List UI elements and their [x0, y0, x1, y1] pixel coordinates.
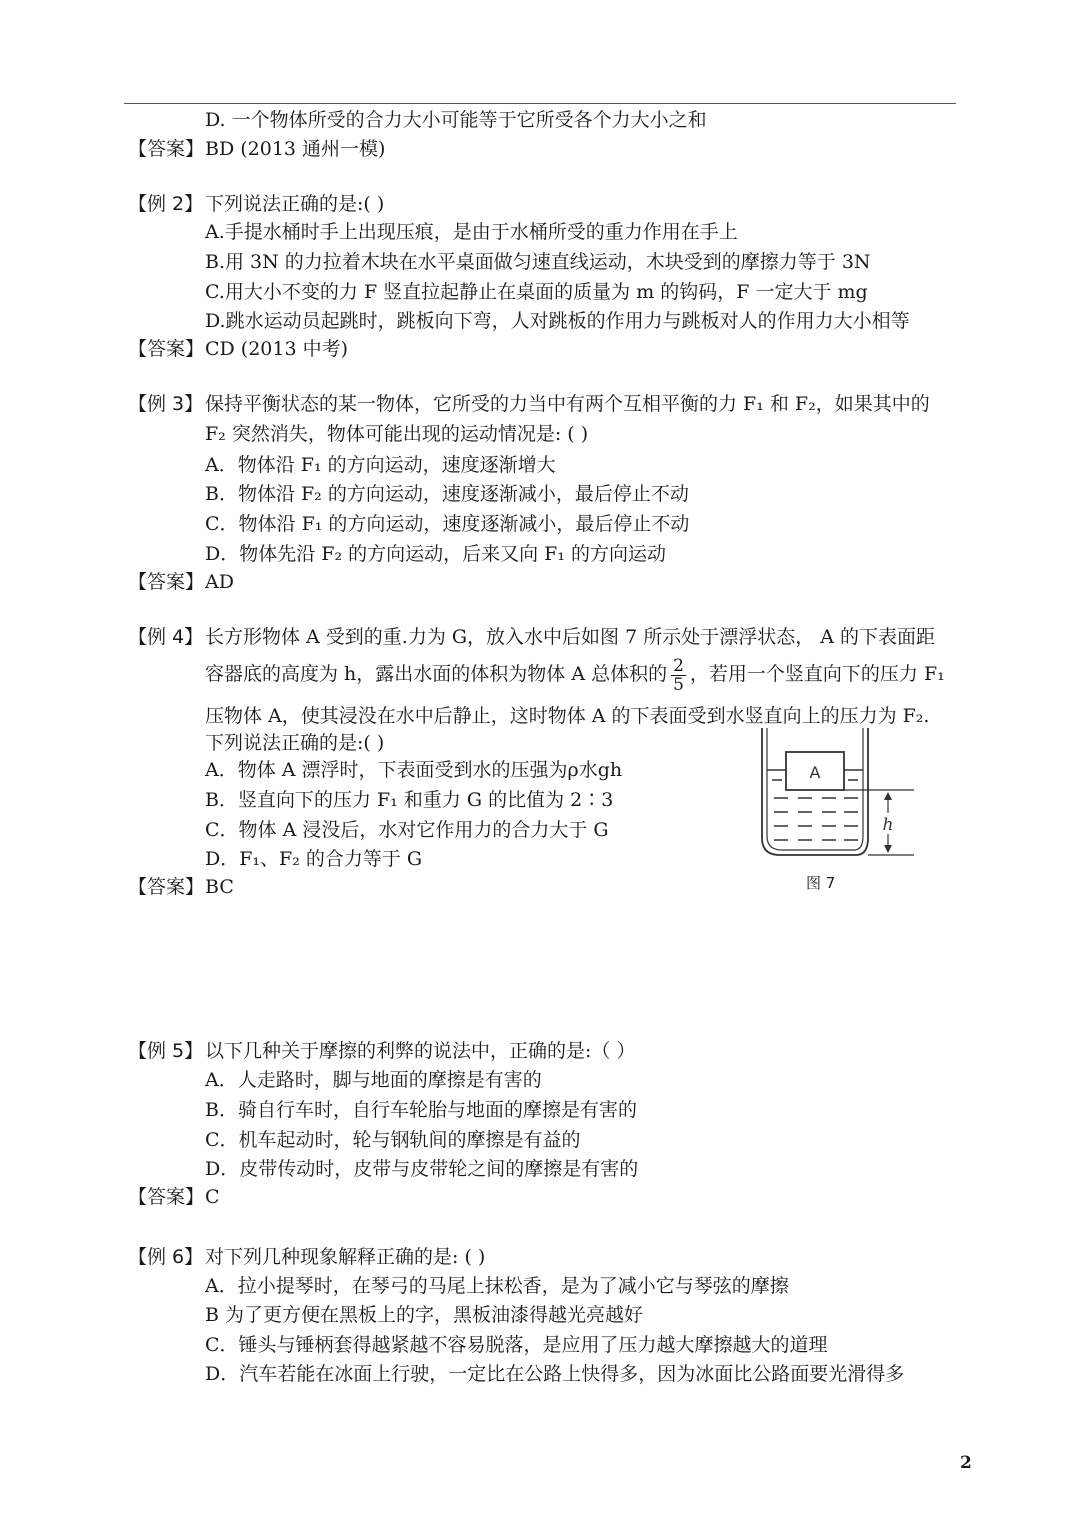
option-c: C．物体沿 F₁ 的方向运动，速度逐渐减小，最后停止不动	[205, 513, 690, 535]
option-c: C.用大小不变的力 F 竖直拉起静止在桌面的质量为 m 的钩码，F 一定大于 mg	[205, 281, 868, 303]
question-text: 以下几种关于摩擦的利弊的说法中，正确的是:（ ）	[205, 1040, 636, 1062]
question-text-line1: 保持平衡状态的某一物体，它所受的力当中有两个互相平衡的力 F₁ 和 F₂，如果其中的	[205, 393, 930, 415]
question-text-line1: 长方形物体 A 受到的重.力为 G，放入水中后如图 7 所示处于漂浮状态， A 的下表面距	[205, 626, 936, 648]
height-label: h	[882, 815, 894, 835]
question-text-line2-pre: 容器底的高度为 h，露出水面的体积为物体 A 总体积的	[205, 663, 668, 685]
answer-tag: 【答案】	[128, 1186, 205, 1208]
page-number: 2	[960, 1453, 972, 1473]
water-dashes	[774, 798, 858, 840]
option-c: C．物体 A 浸没后，水对它作用力的合力大于 G	[205, 819, 609, 841]
answer-tag: 【答案】	[128, 876, 205, 898]
option-c: C．机车起动时，轮与钢轨间的摩擦是有益的	[205, 1129, 581, 1151]
option-d: D．物体先沿 F₂ 的方向运动，后来又向 F₁ 的方向运动	[205, 543, 666, 565]
answer-text: CD (2013 中考)	[205, 338, 349, 360]
question-text-line4: 下列说法正确的是:( )	[205, 732, 385, 754]
question-text-line2: F₂ 突然消失，物体可能出现的运动情况是: ( )	[205, 423, 589, 445]
answer-text: BC	[205, 876, 234, 898]
question-text-line2	[205, 650, 945, 698]
answer-tag: 【答案】	[128, 338, 205, 360]
answer-text: BD (2013 通州一模)	[205, 138, 386, 160]
fraction-numerator: 2	[673, 655, 684, 676]
option-a: A．人走路时，脚与地面的摩擦是有害的	[205, 1069, 542, 1091]
container-outline	[762, 728, 868, 855]
prev-option-d: D. 一个物体所受的合力大小可能等于它所受各个力大小之和	[205, 109, 707, 131]
option-a: A．物体 A 漂浮时，下表面受到水的压强为ρ水gh	[205, 759, 623, 781]
option-b: B．骑自行车时，自行车轮胎与地面的摩擦是有害的	[205, 1099, 637, 1121]
answer-text: AD	[205, 571, 234, 593]
option-b: B．竖直向下的压力 F₁ 和重力 G 的比值为 2∶3	[205, 789, 614, 811]
fraction-denominator: 5	[673, 674, 684, 695]
option-b: B.用 3N 的力拉着木块在水平桌面做匀速直线运动，木块受到的摩擦力等于 3N	[205, 251, 871, 273]
example-tag: 【例 2】	[128, 193, 204, 215]
option-a: A．拉小提琴时，在琴弓的马尾上抹松香，是为了减小它与琴弦的摩擦	[205, 1275, 789, 1297]
answer-text: C	[205, 1186, 220, 1208]
figure-caption: 图 7	[806, 874, 836, 892]
example-tag: 【例 6】	[128, 1246, 204, 1268]
question-text-line3: 压物体 A，使其浸没在水中后静止，这时物体 A 的下表面受到水竖直向上的压力为 F₂.	[205, 705, 930, 727]
question-text: 对下列几种现象解释正确的是: ( )	[205, 1246, 486, 1268]
option-d: D.跳水运动员起跳时，跳板向下弯，人对跳板的作用力与跳板对人的作用力大小相等	[205, 310, 910, 332]
answer-tag: 【答案】	[128, 571, 205, 593]
option-b: B 为了更方便在黑板上的字，黑板油漆得越光亮越好	[205, 1304, 644, 1326]
question-text: 下列说法正确的是:( )	[205, 193, 385, 215]
option-a: A.手提水桶时手上出现压痕，是由于水桶所受的重力作用在手上	[205, 221, 738, 243]
option-b: B．物体沿 F₂ 的方向运动，速度逐渐减小，最后停止不动	[205, 483, 689, 505]
option-d: D．汽车若能在冰面上行驶，一定比在公路上快得多，因为冰面比公路面要光滑得多	[205, 1363, 905, 1385]
example-tag: 【例 4】	[128, 626, 204, 648]
beaker-figure	[752, 728, 922, 863]
fraction	[671, 657, 686, 694]
block-label: A	[809, 763, 821, 782]
example-tag: 【例 3】	[128, 393, 204, 415]
option-c: C．锤头与锤柄套得越紧越不容易脱落，是应用了压力越大摩擦越大的道理	[205, 1334, 828, 1356]
option-d: D．F₁、F₂ 的合力等于 G	[205, 848, 423, 870]
header-rule	[124, 103, 956, 104]
example-tag: 【例 5】	[128, 1040, 204, 1062]
option-d: D．皮带传动时，皮带与皮带轮之间的摩擦是有害的	[205, 1158, 639, 1180]
question-text-line2-post: ，若用一个竖直向下的压力 F₁	[689, 663, 945, 685]
option-a: A．物体沿 F₁ 的方向运动，速度逐渐增大	[205, 454, 556, 476]
answer-tag: 【答案】	[128, 138, 205, 160]
